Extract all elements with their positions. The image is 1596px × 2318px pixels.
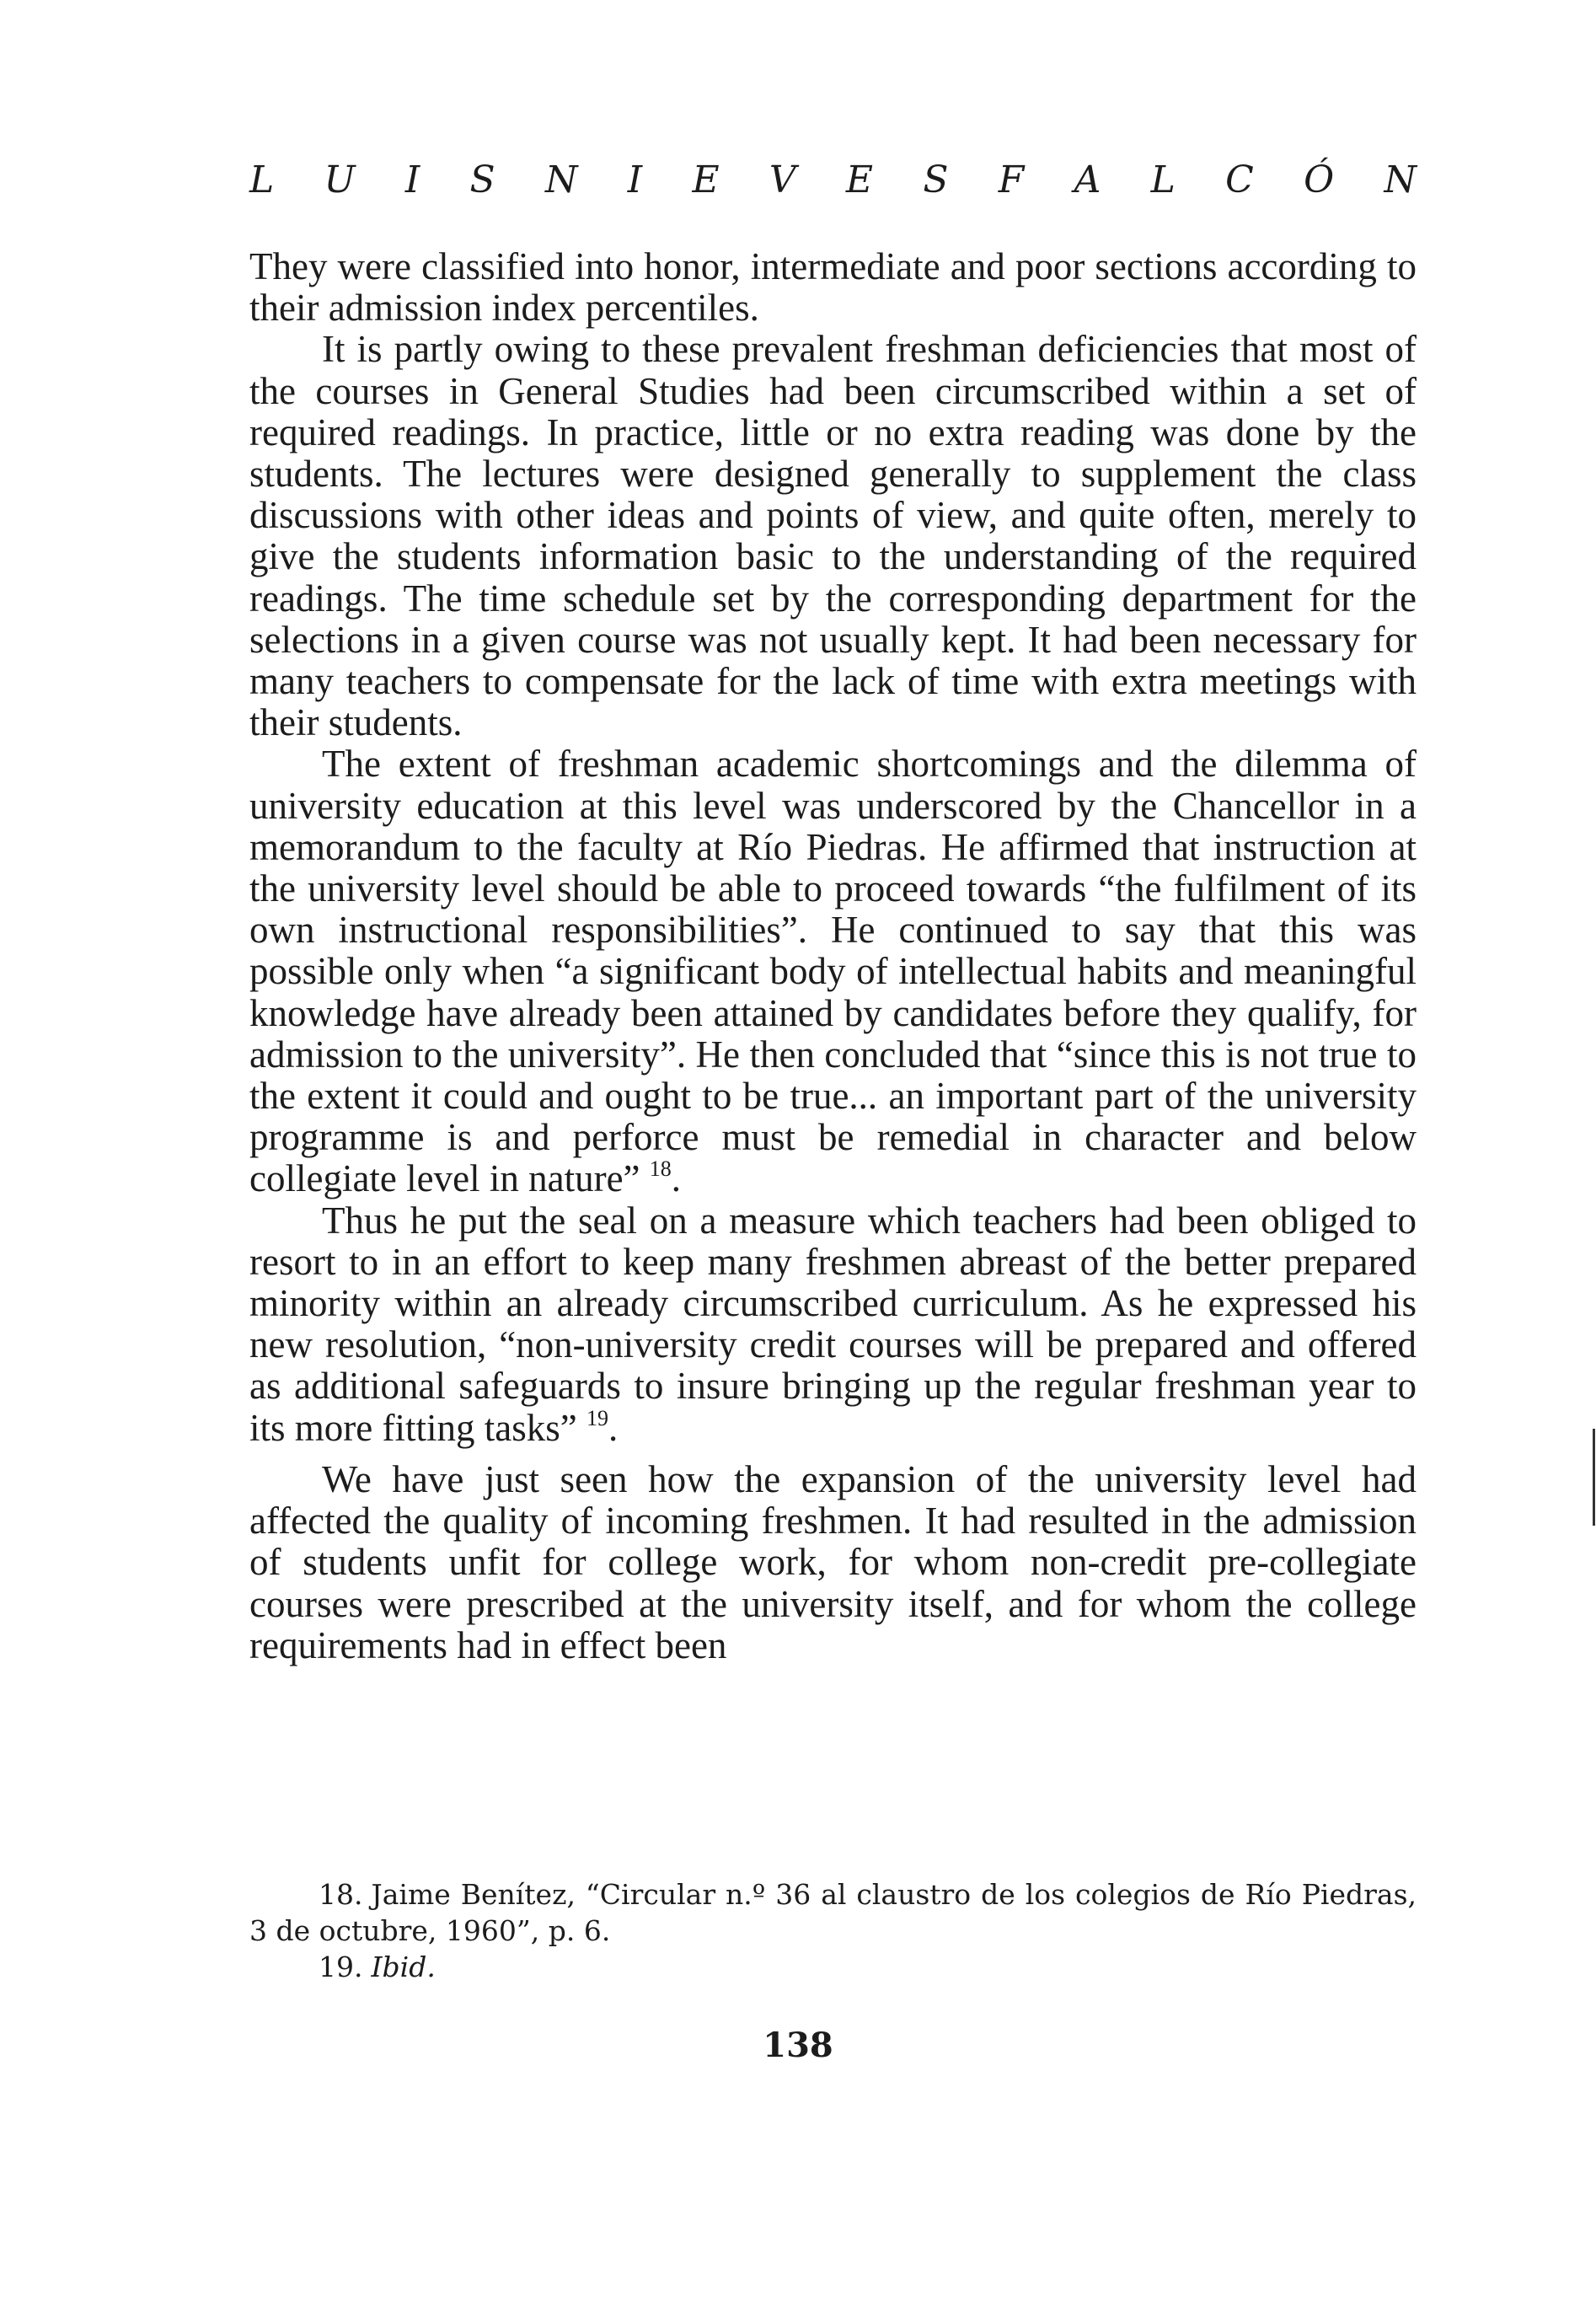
paragraph: Thus he put the seal on a measure which teachers had been obliged to resort to in an effort to keep many freshmen abreast of the better prepared minority within an already circumscribed curriculum. As he expressed his new resolution, “non-university credit courses will be prepared and offered as additional safeguards to insure bringing up the regular freshman year to its more fitting tasks” $^{19}$.	[249, 1199, 1417, 1449]
header-letter: L	[249, 158, 275, 201]
header-letter: L	[1150, 158, 1176, 201]
header-letter: S	[469, 158, 495, 201]
footnote	[249, 1949, 1417, 1985]
footnote-number: 18.	[319, 1878, 363, 1911]
footnote-text: Jaime Benítez, “Circular n.º 36 al claustro de los colegios de Río Piedras, 3 de octubre, 1960”, p. 6.	[249, 1878, 1417, 1947]
scan-edge-line	[1593, 1429, 1595, 1526]
page-number: 138	[763, 2026, 833, 2065]
header-letter: U	[324, 158, 356, 201]
running-header-author	[249, 158, 1417, 201]
footnote	[249, 1876, 1417, 1949]
header-letter: A	[1074, 158, 1101, 201]
header-letter: I	[404, 158, 420, 201]
header-letter: Ó	[1304, 158, 1335, 201]
header-letter: I	[627, 158, 643, 201]
header-letter: F	[998, 158, 1025, 201]
body-text	[249, 246, 1417, 1666]
footnote-ref[interactable]: 18	[649, 1156, 672, 1182]
paragraph: We have just seen how the expansion of the university level had affected the quality of incoming freshmen. It had resulted in the admission of students unfit for college work, for whom non-credit pre-collegiate courses were prescribed at the university itself, and for whom the college requirements had in effect been	[249, 1457, 1417, 1666]
header-letter: C	[1225, 158, 1254, 201]
paragraph: It is partly owing to these prevalent freshman deficiencies that most of the courses in General Studies had been circumscribed within a set of required readings. In practice, little or no extra reading was done by the students. The lectures were designed generally to supplement the class discussions with other ideas and points of view, and quite often, merely to give the students information basic to the understanding of the required readings. The time schedule set by the corresponding department for the selections in a given course was not usually kept. It had been necessary for many teachers to compensate for the lack of time with extra meetings with their students.	[249, 328, 1417, 744]
footnote-ref[interactable]: 19	[586, 1405, 608, 1430]
footnote-text: Ibid.	[371, 1950, 436, 1983]
paragraph: The extent of freshman academic shortcomings and the dilemma of university education at this level was underscored by the Chancellor in a memorandum to the faculty at Río Piedras. He affirmed that instruction at the university level should be able to proceed towards “the fulfilment of its own instructional responsibilities”. He continued to say that this was possible only when “a significant body of intellectual habits and meaningful knowledge have already been attained by candidates before they qualify, for admission to the university”. He then concluded that “since this is not true to the extent it could and ought to be true... an important part of the university programme is and perforce must be remedial in character and below collegiate level in nature” $^{18}$.	[249, 743, 1417, 1200]
header-letter: E	[845, 158, 874, 201]
paragraph: They were classified into honor, intermediate and poor sections according to their admission index percentiles.	[249, 245, 1417, 330]
header-letter: N	[1384, 158, 1417, 201]
footnotes	[249, 1876, 1417, 1985]
header-letter: S	[923, 158, 949, 201]
header-letter: N	[544, 158, 578, 201]
header-letter: E	[692, 158, 720, 201]
footnote-number: 19.	[319, 1950, 363, 1983]
header-letter: V	[769, 158, 796, 201]
